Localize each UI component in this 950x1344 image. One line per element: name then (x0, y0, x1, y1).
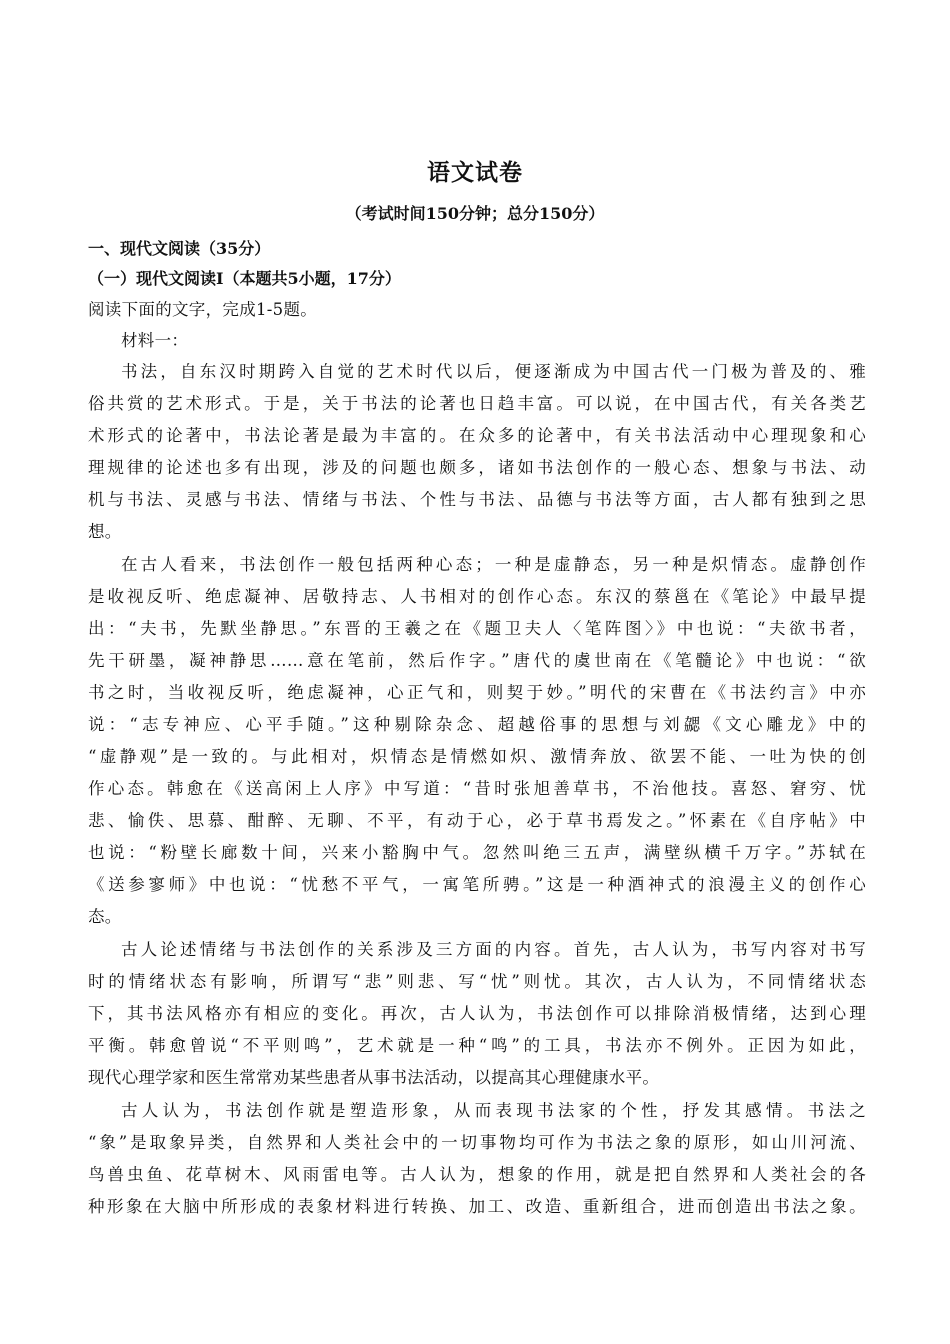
paragraph-line: 时的情绪状态有影响，所谓写“悲”则悲、写“忧”则忧。其次，古人认为，不同情绪状态 (88, 972, 866, 991)
paragraph-line: 悲、愉佚、思慕、酣醉、无聊、不平，有动于心，必于草书焉发之。”怀素在《自序帖》中 (88, 811, 866, 830)
instruction-text: 阅读下面的文字，完成1-5题。 (88, 300, 318, 319)
paragraph-line: 俗共赏的艺术形式。于是，关于书法的论著也日趋丰富。可以说，在中国古代，有关各类艺 (88, 394, 866, 413)
paragraph-line: 《送参寥师》中也说：“忧愁不平气，一寓笔所骋。”这是一种酒神式的浪漫主义的创作心 (88, 875, 866, 894)
paragraph-line: 机与书法、灵感与书法、情绪与书法、个性与书法、品德与书法等方面，古人都有独到之思 (88, 490, 866, 509)
paragraph-line: “虚静观”是一致的。与此相对，炽情态是情燃如炽、激情奔放、欲罢不能、一吐为快的创 (88, 747, 866, 766)
paragraph-line: 下，其书法风格亦有相应的变化。再次，古人认为，书法创作可以排除消极情绪，达到心理 (88, 1004, 866, 1023)
paragraph-line: 书法，自东汉时期跨入自觉的艺术时代以后，便逐渐成为中国古代一门极为普及的、雅 (121, 362, 866, 381)
subsection-heading: （一）现代文阅读Ⅰ（本题共5小题，17分） (88, 269, 401, 288)
paragraph-line: 说：“志专神应、心平手随。”这种剔除杂念、超越俗事的思想与刘勰《文心雕龙》中的 (88, 715, 866, 734)
page-title: 语文试卷 (427, 159, 523, 186)
paragraph-line: 出：“夫书，先默坐静思。”东晋的王羲之在《题卫夫人〈笔阵图〉》中也说：“夫欲书者， (88, 619, 866, 638)
paragraph-line: 理规律的论述也多有出现，涉及的问题也颇多，诸如书法创作的一般心态、想象与书法、动 (88, 458, 866, 477)
paragraph-line: 鸟兽虫鱼、花草树木、风雨雷电等。古人认为，想象的作用，就是把自然界和人类社会的各 (88, 1165, 866, 1184)
paragraph-line: 古人认为，书法创作就是塑造形象，从而表现书法家的个性，抒发其感情。书法之 (121, 1101, 866, 1120)
paragraph-line: 种形象在大脑中所形成的表象材料进行转换、加工、改造、重新组合，进而创造出书法之象。 (88, 1197, 866, 1216)
paragraph-line: “象”是取象异类，自然界和人类社会中的一切事物均可作为书法之象的原形，如山川河流、 (88, 1133, 866, 1152)
paragraph-line: 书之时，当收视反听，绝虑凝神，心正气和，则契于妙。”明代的宋曹在《书法约言》中亦 (88, 683, 866, 702)
paragraph-line: 古人论述情绪与书法创作的关系涉及三方面的内容。首先，古人认为，书写内容对书写 (121, 940, 866, 959)
section-heading: 一、现代文阅读（35分） (88, 239, 271, 258)
material-label: 材料一： (121, 331, 189, 350)
paragraph-line: 也说：“粉壁长廊数十间，兴来小豁胸中气。忽然叫绝三五声，满壁纵横千万字。”苏轼在 (88, 843, 866, 862)
paragraph-line: 想。 (88, 522, 122, 541)
paragraph-line: 在古人看来，书法创作一般包括两种心态；一种是虚静态，另一种是炽情态。虚静创作 (121, 555, 866, 574)
paragraph-line: 平衡。韩愈曾说“不平则鸣”，艺术就是一种“鸣”的工具，书法亦不例外。正因为如此， (88, 1036, 866, 1055)
paragraph-line: 作心态。韩愈在《送高闲上人序》中写道：“昔时张旭善草书，不治他技。喜怒、窘穷、忧 (88, 779, 866, 798)
exam-info: （考试时间150分钟；总分150分） (345, 204, 605, 223)
paragraph-line: 是收视反听、绝虑凝神、居敬持志、人书相对的创作心态。东汉的蔡邕在《笔论》中最早提 (88, 587, 866, 606)
paragraph-line: 态。 (88, 907, 122, 926)
paragraph-line: 术形式的论著中，书法论著是最为丰富的。在众多的论著中，有关书法活动中心理现象和心 (88, 426, 866, 445)
paragraph-line: 现代心理学家和医生常常劝某些患者从事书法活动，以提高其心理健康水平。 (88, 1068, 660, 1087)
paragraph-line: 先干研墨，凝神静思……意在笔前，然后作字。”唐代的虞世南在《笔髓论》中也说：“欲 (88, 651, 866, 670)
